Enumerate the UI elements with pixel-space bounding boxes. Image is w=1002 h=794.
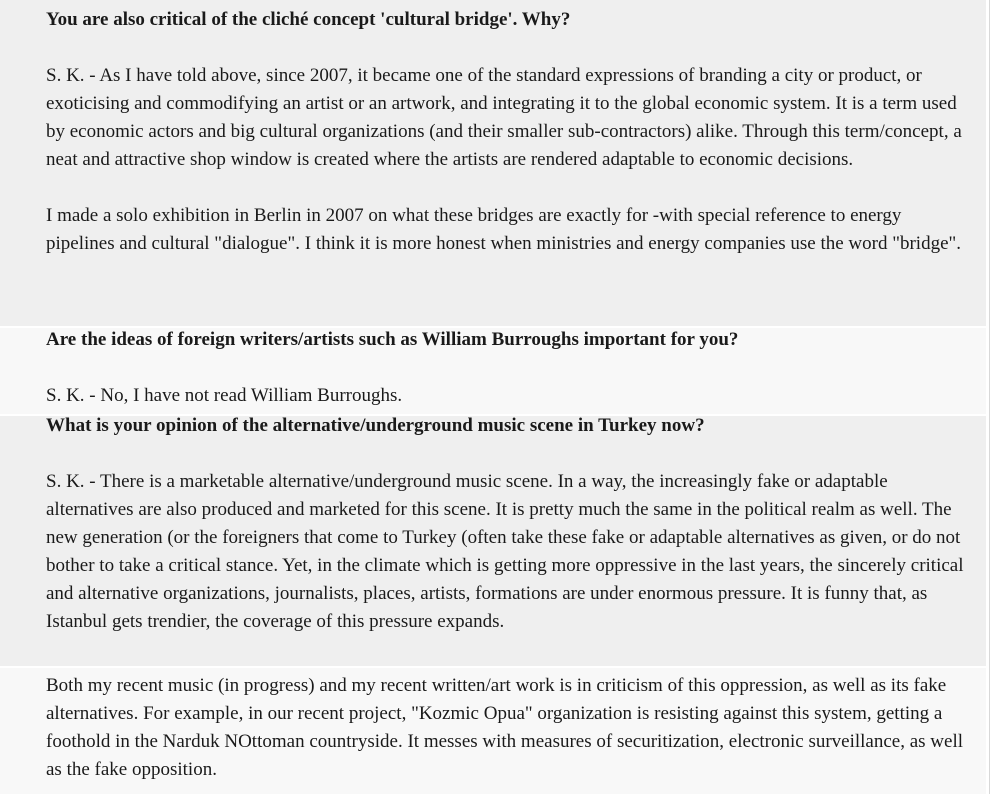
section-content bbox=[46, 6, 966, 258]
interview-section-continued bbox=[0, 668, 986, 794]
right-margin bbox=[986, 0, 1002, 794]
question-heading: What is your opinion of the alternative/underground music scene in Turkey now? bbox=[46, 416, 705, 436]
answer-paragraph: I made a solo exhibition in Berlin in 2007 on what these bridges are exactly for -with special reference to energy pipelines and cultural "dialogue". I think it is more honest when ministries and energy companies use the word "bridge". bbox=[46, 205, 962, 254]
interview-section-cultural-bridge bbox=[0, 0, 986, 326]
interview-section-music-scene bbox=[0, 416, 986, 666]
answer-paragraph: S. K. - There is a marketable alternative/underground music scene. In a way, the increasingly fake or adaptable alternatives are also produced and marketed for this scene. It is pretty much the same in the political realm as well. The new generation (or the foreigners that come to Turkey (often take these fake or adaptable alternatives as given, or do not bother to take a critical stance. Yet, in the climate which is getting more oppressive in the last years, the sincerely critical and alternative organizations, journalists, places, artists, formations are under enormous pressure. It is funny that, as Istanbul gets trendier, the coverage of this pressure expands. bbox=[46, 471, 964, 632]
answer-paragraph: S. K. - No, I have not read William Burroughs. bbox=[46, 385, 403, 406]
section-content bbox=[46, 328, 966, 410]
answer-paragraph: Both my recent music (in progress) and my recent written/art work is in criticism of this oppression, as well as its fake alternatives. For example, in our recent project, "Kozmic Opua" organization is resisting against this system, getting a foothold in the Narduk NOttoman countryside. It messes with measures of securitization, electronic surveillance, as well as the fake opposition. bbox=[46, 675, 964, 780]
answer-paragraph: S. K. - As I have told above, since 2007, it became one of the standard expressions of branding a city or product, or exoticising and commodifying an artist or an artwork, and integrating it to the global economic system. It is a term used by economic actors and big cultural organizations (and their smaller sub-contractors) alike. Through this term/concept, a neat and attractive shop window is created where the artists are rendered adaptable to economic decisions. bbox=[46, 65, 962, 170]
question-heading: Are the ideas of foreign writers/artists such as William Burroughs important for you? bbox=[46, 329, 739, 350]
section-content bbox=[46, 672, 966, 784]
interview-section-burroughs bbox=[0, 328, 986, 414]
question-heading: You are also critical of the cliché concept 'cultural bridge'. Why? bbox=[46, 9, 571, 30]
section-content bbox=[46, 416, 966, 636]
